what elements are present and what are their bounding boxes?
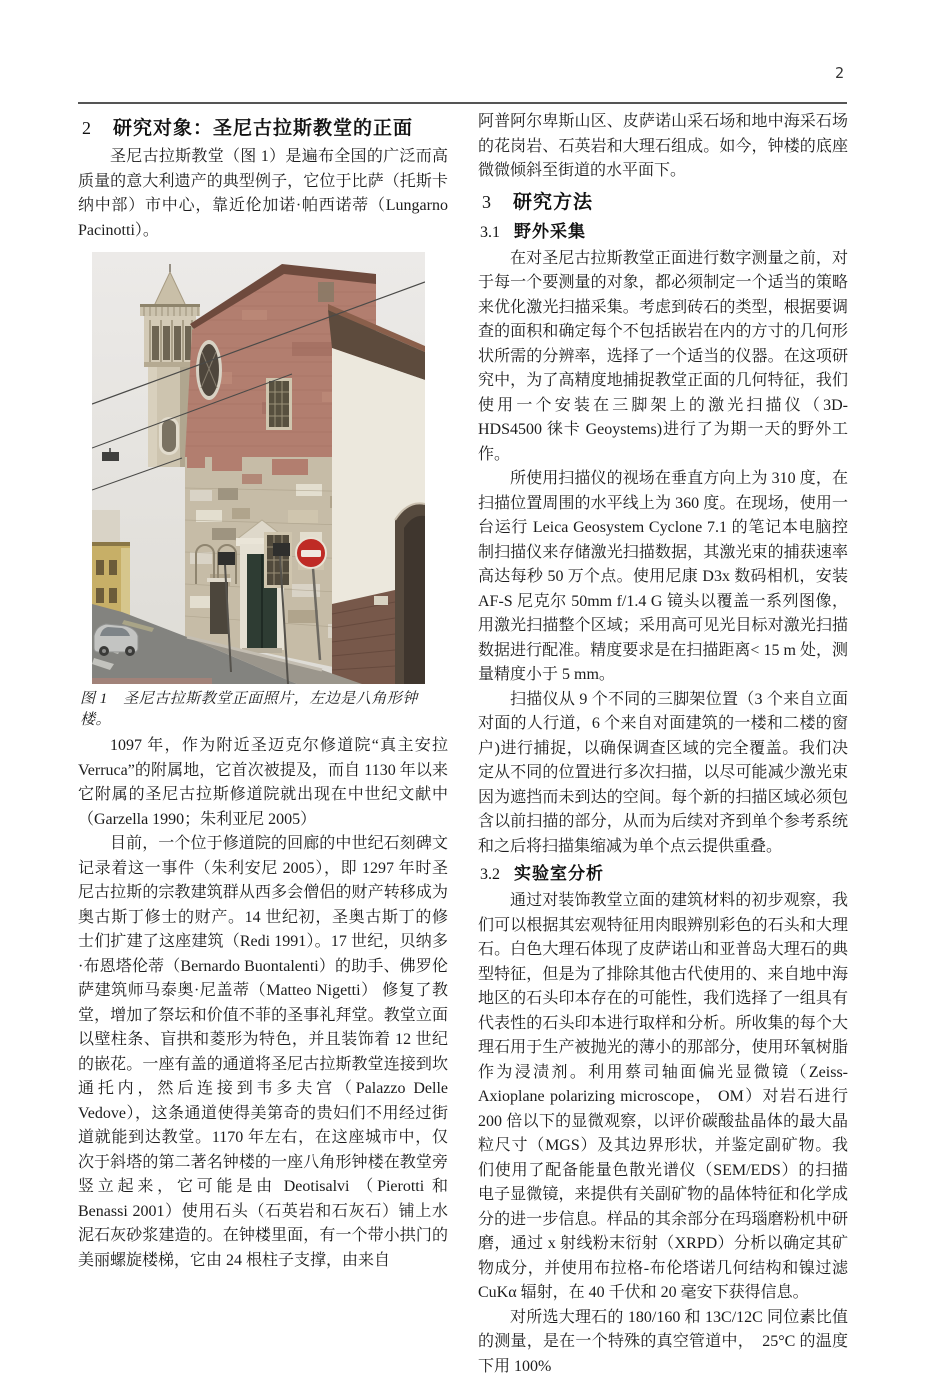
history-paragraph-2: 目前，一个位于修道院的回廊的中世纪石刻碑文记录着这一事件（朱利安尼 2005），即 1297 年时圣尼古拉斯的宗教建筑群从西多会僧侣的财产转移成为奥古斯丁修士的财产。14 世纪初，圣奥古斯丁的修士们扩建了这座建筑（Redi 1991）。17 世纪，贝纳多·布恩塔伦蒂（Bernardo Buontalenti）的助手、佛罗伦萨建筑师马泰奥·尼盖蒂（Matteo Nigetti） 修复了教堂，增加了祭坛和价值不菲的圣事礼拜堂。教堂立面以壁柱条、盲拱和菱形为特色，并且装饰着 12 世纪的嵌花。一座有盖的通道将圣尼古拉斯教堂连接到坎通托内，然后连接到韦多夫宫（Palazzo Delle Vedove），这条通道使得美第奇的贵妇们不用经过街道就能到达教堂。1170 年左右，在这座城市中，仅次于斜塔的第二著名钟楼的一座八角形钟楼在教堂旁竖立起来，它可能是由 Deotisalvi （Pierotti 和 Benassi 2001）使用石头（石英岩和石灰石）铺上水泥石灰砂浆建造的。在钟楼里面，有一个带小拱门的美丽螺旋楼梯，它由 24 根柱子支撑，由来自 <box>78 832 448 1273</box>
side-door <box>210 582 228 634</box>
field-survey-paragraph-1: 在对圣尼古拉斯教堂正面进行数字测量之前，对于每一个要测量的对象，都必须制定一个适当的策略来优化激光扫描采集。考虑到砖石的类型，根据要调查的面积和确定每个不包括嵌岩在内的方寸的几何形状所需的分辨率，选择了一个适当的仪器。在这项研究中，为了高精度地捕捉教堂正面的几何特征，我们使用一个安装在三脚架上的激光扫描仪（3D-HDS4500 徕卡 Geoystems)进行了为期一天的野外工作。 <box>478 247 848 468</box>
church-photo-illustration <box>92 252 425 684</box>
section-3-2-heading <box>478 861 848 887</box>
field-survey-paragraph-3: 扫描仪从 9 个不同的三脚架位置（3 个来自立面对面的人行道，6 个来自对面建筑的一楼和二楼的窗户)进行捕捉，以确保调查区域的完全覆盖。我们决定从不同的位置进行多次扫描，以尽可能减少激光束因为遮挡而未到达的空间。每个新的扫描区域必须包含以前扫描的部分，从而为后续对齐到单个参考系统和之后将扫描集缩减为单个点云提供重叠。 <box>478 688 848 860</box>
right-column <box>478 110 848 1379</box>
lab-analysis-paragraph-1: 通过对装饰教堂立面的建筑材料的初步观察，我们可以根据其宏观特征用肉眼辨别彩色的石头和大理石。白色大理石体现了皮萨诺山和亚普岛大理石的典型特征，但是为了排除其他古代使用的、来自地中海地区的石头印本存在的可能性，我们选择了一组具有代表性的石头印本进行取样和分析。所收集的每个大理石用于生产被抛光的薄小的那部分，使用环氧树脂作为浸渍剂。利用蔡司轴面偏光显微镜（Zeiss-Axioplane polarizing microscope， OM）对岩石进行 200 倍以下的显微观察，以评价碳酸盐晶体的最大晶粒尺寸（MGS）及其边界形状，并鉴定副矿物。我们使用了配备能量色散光谱仪（SEM/EDS）的扫描电子显微镜，来提供有关副矿物的晶体特征和化学成分的进一步信息。样品的其余部分在玛瑙磨粉机中研磨，通过 x 射线粉末衍射（XRPD）分析以确定其矿物成分，并使用布拉格-布伦塔诺几何结构和镍过滤 CuKα 辐射，在 40 千伏和 20 毫安下获得信息。 <box>478 889 848 1306</box>
history-paragraph-1: 1097 年，作为附近圣迈克尔修道院“真主安拉 Verruca”的附属地，它首次被提及，而自 1130 年以来它附属的圣尼古拉斯修道院就出现在中世纪文献中（Garzella 1990；朱利亚尼 2005） <box>78 734 448 832</box>
left-column <box>78 110 448 1273</box>
section-3-1-heading <box>478 219 848 245</box>
section-3-2-title: 实验室分析 <box>514 861 604 886</box>
figure-1 <box>78 252 448 731</box>
lab-analysis-paragraph-2: 对所选大理石的 180/160 和 13C/12C 同位素比值的测量，是在一个特殊的真空管道中， 25°C 的温度下用 100% <box>478 1306 848 1379</box>
grated-window-upper <box>266 378 292 430</box>
section-3-2-number: 3.2 <box>480 862 500 887</box>
header-rule <box>78 102 847 104</box>
church-photo <box>92 252 425 684</box>
field-survey-paragraph-2: 所使用扫描仪的视场在垂直方向上为 310 度，在扫描位置周围的水平线上为 360 度。在现场，使用一台运行 Leica Geosystem Cyclone 7.1 的笔记本电脑控制扫描仪来存储激光扫描数据，其激光束的捕获速率高达每秒 50 万个点。使用尼康 D3x 数码相机，安装 AF-S 尼克尔 50mm f/1.4 G 镜头以覆盖一系列图像，用激光扫描整个区域；采用高可见光目标对激光扫描数据进行配准。精度要求是在扫描距离< 15 m 处，测量精度小于 5 mm。 <box>478 467 848 688</box>
intro-paragraph: 圣尼古拉斯教堂（图 1）是遍布全国的广泛而高质量的意大利遗产的典型例子，它位于比萨（托斯卡纳中部）市中心，靠近伦加诺·帕西诺蒂（Lungarno Pacinotti）。 <box>78 145 448 243</box>
figure-1-caption: 图 1 圣尼古拉斯教堂正面照片，左边是八角形钟楼。 <box>80 689 448 731</box>
archway-building <box>328 304 425 684</box>
page-number: 2 <box>835 64 844 82</box>
section-3-1-title: 野外采集 <box>514 219 586 244</box>
grated-window-lower <box>264 532 292 588</box>
section-3-heading <box>478 188 848 217</box>
section-2-title: 研究对象：圣尼古拉斯教堂的正面 <box>113 115 413 143</box>
section-3-1-number: 3.1 <box>480 220 500 245</box>
section-2-heading <box>78 114 448 143</box>
continuation-paragraph: 阿普阿尔卑斯山区、皮萨诺山采石场和地中海采石场的花岗岩、石英岩和大理石组成。如今，钟楼的底座微微倾斜至街道的水平面下。 <box>478 110 848 184</box>
two-column-body <box>78 110 848 1379</box>
parked-car <box>94 624 138 656</box>
section-3-title: 研究方法 <box>513 189 593 217</box>
section-2-number: 2 <box>82 114 91 142</box>
section-3-number: 3 <box>482 188 491 216</box>
